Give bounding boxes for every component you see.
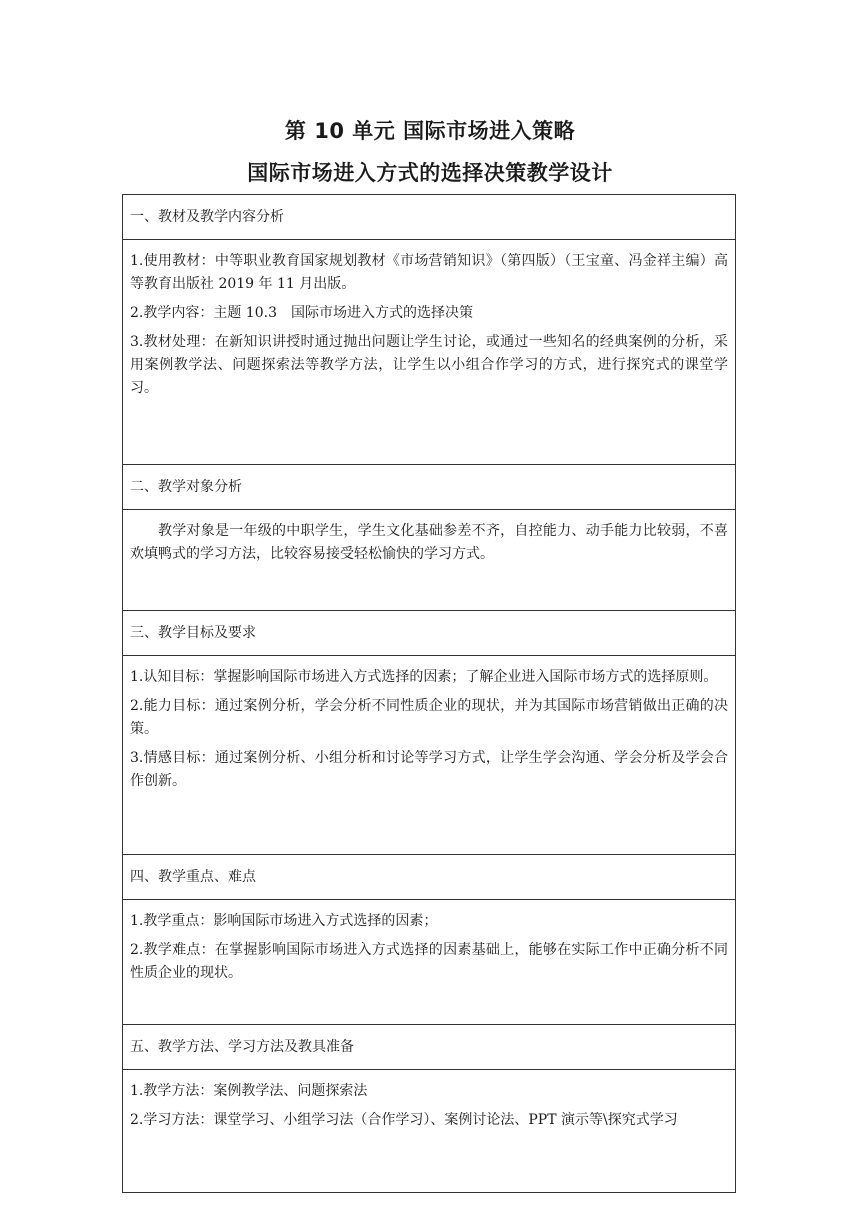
section-body-row — [123, 240, 736, 465]
document-title: 第 10 单元 国际市场进入策略 — [284, 119, 576, 143]
section-heading-row — [123, 855, 736, 900]
document-subtitle: 国际市场进入方式的选择决策教学设计 — [247, 161, 613, 185]
paragraph: 2.教学内容：主题 10.3 国际市场进入方式的选择决策 — [130, 305, 473, 321]
section-heading-row — [123, 1025, 736, 1070]
paragraph: 1.教学方法：案例教学法、问题探索法 — [130, 1083, 368, 1099]
section-body-students — [123, 510, 736, 611]
lesson-plan-table — [122, 194, 736, 1193]
section-heading-materials: 一、教材及教学内容分析 — [123, 195, 736, 240]
paragraph: 3.教材处理：在新知识讲授时通过抛出问题让学生讨论，或通过一些知名的经典案例的分析，采用案例教学法、问题探索法等教学方法，让学生以小组合作学习的方式，进行探究式的课堂学习。 — [130, 334, 728, 396]
section-heading-key-points: 四、教学重点、难点 — [123, 855, 736, 900]
section-body-row — [123, 510, 736, 611]
paragraph: 1.认知目标：掌握影响国际市场进入方式选择的因素；了解企业进入国际市场方式的选择原则。 — [130, 669, 718, 685]
section-heading-objectives: 三、教学目标及要求 — [123, 611, 736, 656]
section-heading-methods: 五、教学方法、学习方法及教具准备 — [123, 1025, 736, 1070]
section-body-methods — [123, 1070, 736, 1193]
paragraph: 2.教学难点：在掌握影响国际市场进入方式选择的因素基础上，能够在实际工作中正确分析不同性质企业的现状。 — [130, 942, 728, 981]
paragraph: 教学对象是一年级的中职学生，学生文化基础参差不齐，自控能力、动手能力比较弱，不喜欢填鸭式的学习方法，比较容易接受轻松愉快的学习方式。 — [130, 523, 728, 562]
section-heading-row — [123, 195, 736, 240]
section-body-row — [123, 1070, 736, 1193]
section-heading-row — [123, 611, 736, 656]
paragraph: 2.学习方法：课堂学习、小组学习法（合作学习）、案例讨论法、PPT 演示等\探究式学习 — [130, 1112, 678, 1128]
section-body-key-points — [123, 900, 736, 1025]
paragraph: 2.能力目标：通过案例分析，学会分析不同性质企业的现状，并为其国际市场营销做出正确的决策。 — [130, 698, 728, 737]
section-body-objectives — [123, 656, 736, 855]
section-body-materials — [123, 240, 736, 465]
section-body-row — [123, 900, 736, 1025]
paragraph: 1.使用教材：中等职业教育国家规划教材《市场营销知识》（第四版）（王宝童、冯金祥主编）高等教育出版社 2019 年 11 月出版。 — [130, 253, 728, 292]
section-body-row — [123, 656, 736, 855]
section-heading-row — [123, 465, 736, 510]
paragraph: 3.情感目标：通过案例分析、小组分析和讨论等学习方式，让学生学会沟通、学会分析及学会合作创新。 — [130, 750, 728, 789]
section-heading-students: 二、教学对象分析 — [123, 465, 736, 510]
paragraph: 1.教学重点：影响国际市场进入方式选择的因素； — [130, 913, 438, 929]
